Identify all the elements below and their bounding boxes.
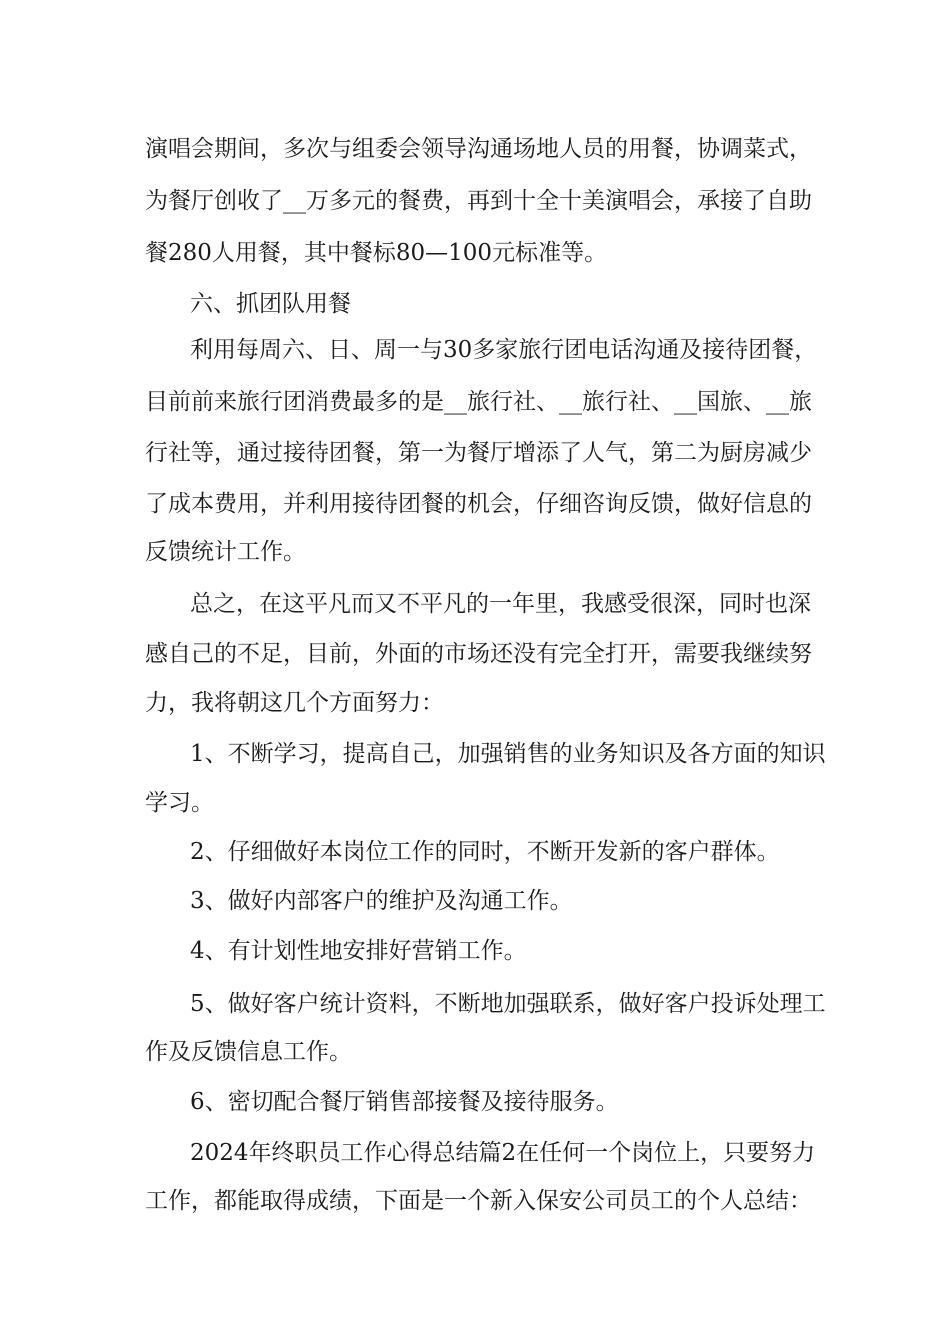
text-line: 反馈统计工作。 (145, 539, 306, 565)
text-line: 力，我将朝这几个方面努力： (145, 690, 444, 716)
text-line: 了成本费用，并利用接待团餐的机会，仔细咨询反馈，做好信息的 (145, 491, 812, 517)
text-line: 总之，在这平凡而又不平凡的一年里，我感受很深，同时也深 (190, 591, 811, 617)
text-line: 目前前来旅行团消费最多的是__旅行社、__旅行社、__国旅、__旅 (145, 389, 812, 415)
list-item: 1、不断学习，提高自己，加强销售的业务知识及各方面的知识 (190, 741, 826, 767)
list-item: 6、密切配合餐厅销售部接餐及接待服务。 (190, 1089, 619, 1115)
list-item: 3、做好内部客户的维护及沟通工作。 (190, 888, 573, 914)
text-line: 演唱会期间，多次与组委会领导沟通场地人员的用餐，协调菜式， (145, 136, 812, 162)
text-line: 餐280人用餐，其中餐标80—100元标准等。 (145, 240, 608, 266)
list-item: 5、做好客户统计资料，不断地加强联系，做好客户投诉处理工 (190, 991, 826, 1017)
text-line: 作及反馈信息工作。 (145, 1039, 352, 1065)
text-line: 感自己的不足，目前，外面的市场还没有完全打开，需要我继续努 (145, 641, 812, 667)
text-line: 2024年终职员工作心得总结篇2在任何一个岗位上，只要努力 (190, 1140, 816, 1166)
section-heading: 六、抓团队用餐 (190, 291, 351, 317)
list-item: 4、有计划性地安排好营销工作。 (190, 938, 527, 964)
text-line: 利用每周六、日、周一与30多家旅行团电话沟通及接待团餐， (190, 337, 818, 363)
text-line: 学习。 (145, 790, 214, 816)
text-line: 工作，都能取得成绩，下面是一个新入保安公司员工的个人总结： (145, 1188, 812, 1214)
text-line: 行社等，通过接待团餐，第一为餐厅增添了人气，第二为厨房减少 (145, 440, 812, 466)
text-line: 为餐厅创收了__万多元的餐费，再到十全十美演唱会，承接了自助 (145, 188, 812, 214)
list-item: 2、仔细做好本岗位工作的同时，不断开发新的客户群体。 (190, 839, 780, 865)
